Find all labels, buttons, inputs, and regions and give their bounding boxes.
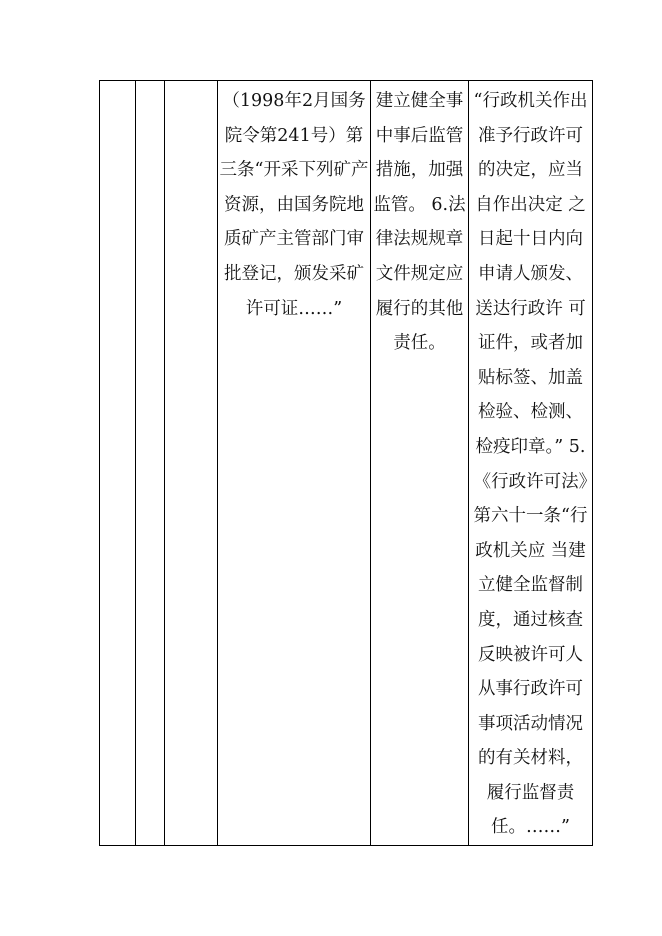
empty-cell-3 bbox=[165, 81, 218, 846]
cell-text-3 bbox=[165, 81, 217, 84]
empty-cell-2 bbox=[136, 81, 165, 846]
duty-text: 建立健全事中事后监管措施，加强监管。 6.法律法规规章文件规定应履行的其他责任。 bbox=[373, 91, 466, 354]
law-provision-text: “行政机关作出准予行政许可的决定，应当自作出决定 之日起十日内向申请人颁发、送达行政许 可证件，或者加贴标签、加盖检验、检测、 检疫印章。” 5.《行政许可法》第六十一条“行政机关应 当建立健全监督制度，通过核查反映被许可人从事行政许可事项活动情况的有关材料，履行监督责任。……” bbox=[473, 91, 588, 838]
legal-basis-text: （1998年2月国务院令第241号）第三条“开采下列矿产资源，由国务院地质矿产主管部门审批登记，颁发采矿许可证……” bbox=[219, 91, 369, 319]
cell-text-2 bbox=[136, 81, 164, 84]
responsibility-table bbox=[99, 80, 593, 846]
duty-cell bbox=[371, 81, 469, 846]
table-row bbox=[100, 81, 593, 846]
cell-text-1 bbox=[100, 81, 135, 84]
legal-basis-cell bbox=[218, 81, 371, 846]
empty-cell-1 bbox=[100, 81, 136, 846]
law-provision-cell bbox=[469, 81, 593, 846]
